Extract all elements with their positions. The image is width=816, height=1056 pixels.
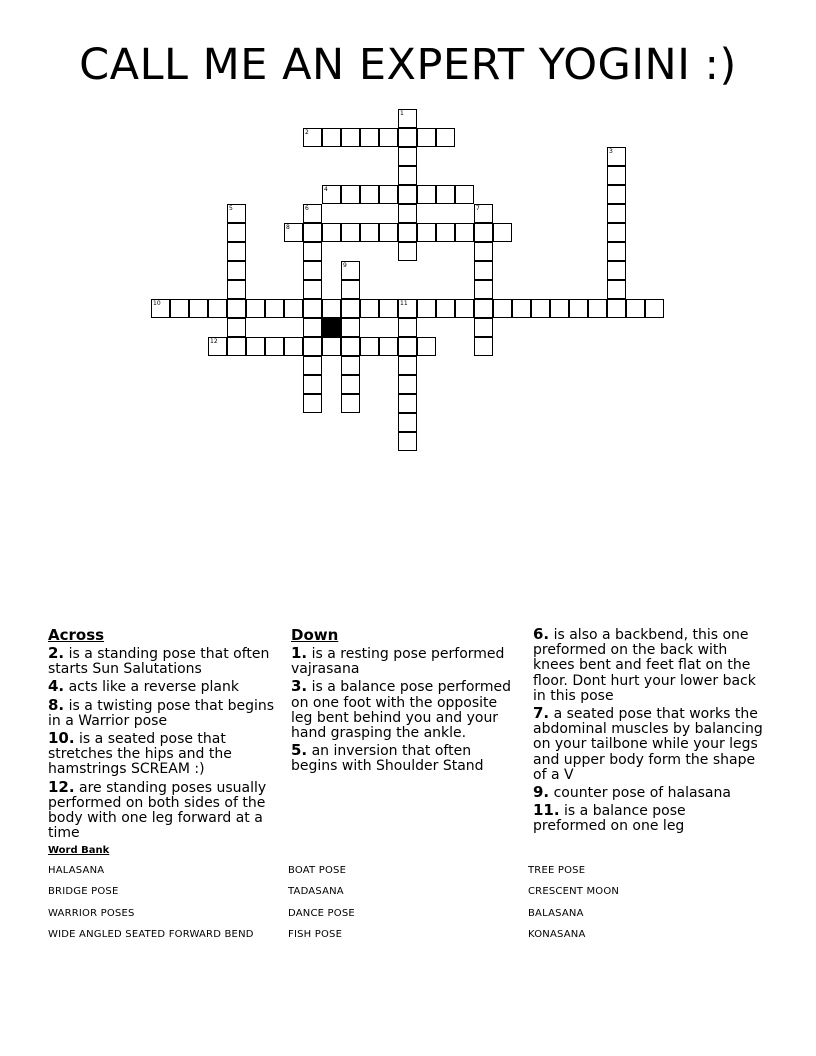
clue-across-4 — [48, 679, 280, 695]
grid-cell[interactable] — [227, 280, 246, 299]
grid-cell[interactable] — [474, 204, 493, 223]
grid-cell[interactable] — [303, 223, 322, 242]
grid-cell[interactable] — [569, 299, 588, 318]
word-bank-item: BOAT POSE — [288, 865, 347, 876]
clues-column-1 — [48, 627, 280, 843]
word-bank-item: TREE POSE — [528, 865, 586, 876]
across-heading: Across — [48, 626, 105, 644]
grid-cell[interactable] — [379, 299, 398, 318]
grid-cell[interactable] — [417, 299, 436, 318]
clues-column-3 — [533, 627, 763, 837]
clue-across-12 — [48, 777, 280, 842]
clue-number: 2. — [48, 644, 65, 662]
grid-cell[interactable] — [246, 337, 265, 356]
grid-cell[interactable] — [398, 318, 417, 337]
clue-number: 3. — [291, 677, 308, 696]
grid-cell[interactable] — [607, 204, 626, 223]
grid-cell[interactable] — [284, 299, 303, 318]
word-bank-item: WARRIOR POSES — [48, 908, 135, 919]
grid-cell[interactable] — [189, 299, 208, 318]
grid-cell[interactable] — [379, 337, 398, 356]
clue-number: 11. — [533, 801, 560, 820]
grid-cell[interactable] — [322, 223, 341, 242]
grid-cell[interactable] — [170, 299, 189, 318]
clue-text: is also a backbend, this one preformed on the back with knees bent and feet flat on the floor. Dont hurt your lower back in this pose — [533, 627, 756, 704]
grid-cell[interactable] — [265, 337, 284, 356]
grid-cell[interactable] — [474, 318, 493, 337]
grid-cell[interactable] — [341, 394, 360, 413]
grid-cell[interactable] — [398, 128, 417, 147]
grid-cell[interactable] — [265, 299, 284, 318]
clue-text: acts like a reverse plank — [64, 679, 239, 696]
grid-cell[interactable] — [360, 337, 379, 356]
grid-cell[interactable] — [626, 299, 645, 318]
grid-cell[interactable] — [284, 223, 303, 242]
grid-cell[interactable] — [303, 356, 322, 375]
clue-across-2 — [48, 646, 280, 677]
grid-cell[interactable] — [417, 223, 436, 242]
grid-cell[interactable] — [379, 185, 398, 204]
clue-text: is a balance pose performed on one foot with the opposite leg bent behind you and your hand grasping the ankle. — [291, 679, 512, 742]
grid-cell[interactable] — [303, 318, 322, 337]
clue-number: 4. — [48, 677, 65, 696]
clue-number-label: 4 — [324, 186, 328, 193]
grid-cell[interactable] — [474, 261, 493, 280]
grid-cell[interactable] — [398, 109, 417, 128]
grid-cell[interactable] — [607, 242, 626, 261]
clue-number: 6. — [533, 625, 550, 643]
grid-cell[interactable] — [398, 356, 417, 375]
grid-cell[interactable] — [379, 223, 398, 242]
grid-cell[interactable] — [436, 128, 455, 147]
word-bank-item: CRESCENT MOON — [528, 886, 620, 897]
grid-cell[interactable] — [341, 337, 360, 356]
clue-number-label: 5 — [229, 205, 233, 212]
word-bank-item: FISH POSE — [288, 929, 343, 940]
grid-cell[interactable] — [398, 413, 417, 432]
grid-cell[interactable] — [360, 223, 379, 242]
grid-cell[interactable] — [607, 166, 626, 185]
clue-text: an inversion that often begins with Shoulder Stand — [291, 743, 484, 775]
grid-cell[interactable] — [398, 147, 417, 166]
clue-text: is a resting pose performed vajrasana — [291, 646, 505, 678]
grid-cell[interactable] — [436, 299, 455, 318]
grid-cell[interactable] — [341, 185, 360, 204]
clue-number-label: 2 — [305, 129, 309, 136]
grid-cell[interactable] — [512, 299, 531, 318]
clue-number: 9. — [533, 783, 550, 802]
grid-cell[interactable] — [151, 299, 170, 318]
word-bank-item: DANCE POSE — [288, 908, 355, 919]
grid-cell[interactable] — [341, 356, 360, 375]
grid-cell[interactable] — [341, 261, 360, 280]
grid-cell[interactable] — [398, 204, 417, 223]
grid-cell[interactable] — [607, 280, 626, 299]
grid-cell[interactable] — [341, 128, 360, 147]
clues-column-2 — [291, 627, 521, 777]
grid-cell[interactable] — [398, 432, 417, 451]
word-bank-item: TADASANA — [288, 886, 344, 897]
grid-cell[interactable] — [284, 337, 303, 356]
grid-cell[interactable] — [474, 299, 493, 318]
grid-cell[interactable] — [246, 299, 265, 318]
clue-down-6 — [533, 627, 763, 704]
grid-cell[interactable] — [227, 204, 246, 223]
grid-cell[interactable] — [436, 223, 455, 242]
grid-cell[interactable] — [398, 337, 417, 356]
grid-cell[interactable] — [474, 242, 493, 261]
grid-cell[interactable] — [531, 299, 550, 318]
grid-cell[interactable] — [455, 223, 474, 242]
grid-cell[interactable] — [303, 299, 322, 318]
grid-cell[interactable] — [303, 337, 322, 356]
clue-number: 7. — [533, 704, 550, 723]
grid-cell[interactable] — [303, 280, 322, 299]
grid-cell[interactable] — [322, 299, 341, 318]
clue-down-9 — [533, 785, 763, 801]
clue-text: is a balance pose preformed on one leg — [533, 803, 686, 835]
grid-cell[interactable] — [493, 299, 512, 318]
clue-down-3 — [291, 679, 521, 741]
clue-across-8 — [48, 695, 280, 729]
grid-cell[interactable] — [474, 223, 493, 242]
grid-cell[interactable] — [455, 185, 474, 204]
grid-cell[interactable] — [341, 375, 360, 394]
clue-across-10 — [48, 731, 280, 778]
grid-cell[interactable] — [341, 223, 360, 242]
grid-cell[interactable] — [398, 242, 417, 261]
crossword-grid — [0, 0, 816, 470]
clue-number-label: 9 — [343, 262, 347, 269]
clue-number-label: 6 — [305, 205, 309, 212]
grid-cell[interactable] — [607, 299, 626, 318]
grid-cell[interactable] — [398, 185, 417, 204]
grid-cell[interactable] — [341, 299, 360, 318]
clue-text: is a standing pose that often starts Sun Salutations — [48, 646, 270, 678]
grid-cell[interactable] — [303, 128, 322, 147]
grid-cell[interactable] — [303, 375, 322, 394]
grid-cell[interactable] — [398, 223, 417, 242]
clue-number: 8. — [48, 695, 65, 714]
grid-cell[interactable] — [341, 318, 360, 337]
grid-cell[interactable] — [360, 299, 379, 318]
grid-cell[interactable] — [341, 280, 360, 299]
grid-cell[interactable] — [417, 128, 436, 147]
clue-text: a seated pose that works the abdominal muscles by balancing on your tailbone while your legs and upper body form the shape of a V — [533, 706, 763, 783]
clue-number: 10. — [48, 729, 75, 748]
clue-number: 1. — [291, 644, 308, 662]
grid-cell[interactable] — [379, 128, 398, 147]
clue-down-11 — [533, 803, 763, 834]
grid-cell[interactable] — [227, 318, 246, 337]
grid-cell[interactable] — [303, 394, 322, 413]
clue-text: is a seated pose that stretches the hips and the hamstrings SCREAM :) — [48, 731, 232, 778]
clue-number-label: 8 — [286, 224, 290, 231]
clue-down-5 — [291, 743, 521, 774]
down-heading: Down — [291, 626, 339, 644]
clue-down-7 — [533, 706, 763, 783]
grid-cell[interactable] — [208, 337, 227, 356]
grid-cell[interactable] — [436, 185, 455, 204]
word-bank-item: WIDE ANGLED SEATED FORWARD BEND — [48, 929, 254, 940]
grid-cell[interactable] — [227, 261, 246, 280]
grid-cell[interactable] — [303, 204, 322, 223]
clue-number: 12. — [48, 777, 75, 796]
word-bank-title: Word Bank — [48, 845, 110, 856]
black-square — [322, 318, 341, 337]
clue-text: are standing poses usually performed on both sides of the body with one leg forward at a time — [48, 779, 267, 842]
grid-cell[interactable] — [455, 299, 474, 318]
clue-text: is a twisting pose that begins in a Warrior pose — [48, 697, 275, 729]
grid-cell[interactable] — [398, 375, 417, 394]
grid-cell[interactable] — [417, 337, 436, 356]
grid-cell[interactable] — [607, 147, 626, 166]
word-bank-item: BALASANA — [528, 908, 584, 919]
page-title: CALL ME AN EXPERT YOGINI :) — [79, 40, 737, 90]
clue-number-label: 3 — [609, 148, 613, 155]
grid-cell[interactable] — [474, 337, 493, 356]
grid-cell[interactable] — [322, 185, 341, 204]
word-bank-item: BRIDGE POSE — [48, 886, 119, 897]
grid-cell[interactable] — [360, 185, 379, 204]
grid-cell[interactable] — [493, 223, 512, 242]
word-bank-item: HALASANA — [48, 865, 105, 876]
clue-number-label: 7 — [476, 205, 480, 212]
clue-number-label: 12 — [210, 338, 218, 345]
clue-number-label: 10 — [153, 300, 161, 307]
grid-cell[interactable] — [227, 242, 246, 261]
grid-cell[interactable] — [322, 128, 341, 147]
clue-number-label: 1 — [400, 110, 404, 117]
clue-number-label: 11 — [400, 300, 408, 307]
clue-down-1 — [291, 646, 521, 677]
grid-cell[interactable] — [474, 280, 493, 299]
grid-cell[interactable] — [227, 299, 246, 318]
grid-cell[interactable] — [227, 337, 246, 356]
word-bank-item: KONASANA — [528, 929, 586, 940]
grid-cell[interactable] — [208, 299, 227, 318]
grid-cell[interactable] — [550, 299, 569, 318]
clue-number: 5. — [291, 741, 308, 760]
grid-cell[interactable] — [645, 299, 664, 318]
grid-cell[interactable] — [607, 261, 626, 280]
grid-cell[interactable] — [398, 166, 417, 185]
grid-cell[interactable] — [227, 223, 246, 242]
grid-cell[interactable] — [303, 261, 322, 280]
grid-cell[interactable] — [607, 185, 626, 204]
grid-cell[interactable] — [398, 394, 417, 413]
grid-cell[interactable] — [607, 223, 626, 242]
grid-cell[interactable] — [360, 128, 379, 147]
grid-cell[interactable] — [588, 299, 607, 318]
grid-cell[interactable] — [303, 242, 322, 261]
grid-cell[interactable] — [398, 299, 417, 318]
clue-text: counter pose of halasana — [549, 785, 731, 802]
grid-cell[interactable] — [417, 185, 436, 204]
grid-cell[interactable] — [322, 337, 341, 356]
